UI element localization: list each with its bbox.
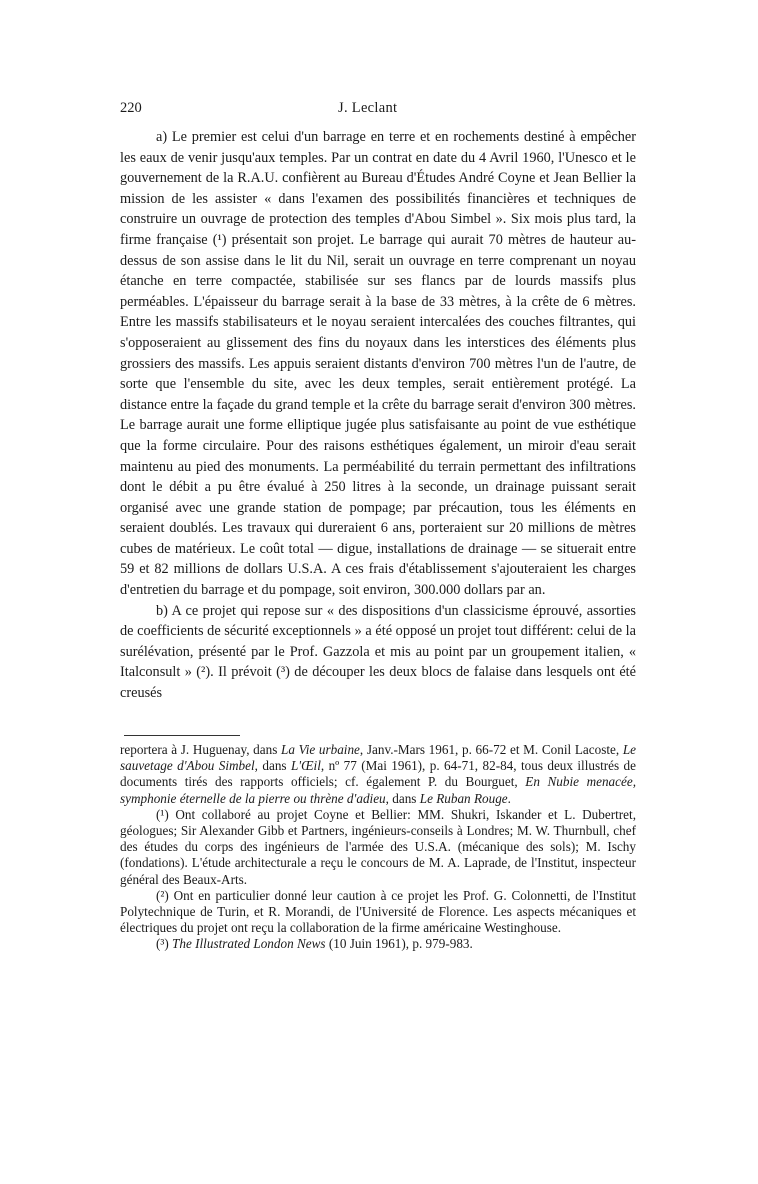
footnote-1: (¹) Ont collaboré au projet Coyne et Bellier: MM. Shukri, Iskander et L. Dubertret, géologues; Sir Alexander Gibb et Partners, ingénieurs-conseils à Londres; M. W. Thurnbull, chef des études du corps des ingénieurs de l'armée des U.S.A. (mécanique des sols); M. Ischy (fondations). L'étude architecturale a reçu le concours de M. A. Laprade, de l'Institut, inspecteur général des Beaux-Arts. [120,806,636,887]
footnote-title: Le sauvetage d'Abou Simbel [120,742,637,774]
running-head: J. Leclant [338,100,398,116]
page-header [120,100,636,122]
footnote-continuation [120,742,636,807]
footnote-text: , Janv.-Mars 1961, p. 66-72 et M. Conil Lacoste, [359,742,623,757]
page-number: 220 [120,100,142,116]
footnote-text: , nº 77 (Mai 1961), p. 64-71, 82-84, tous deux illustrés de documents tirés des rapports officiels; cf. également P. du Bourguet, [120,758,636,790]
footnote-text: , dans [254,758,291,774]
footnote-3 [120,936,636,952]
footnote-separator [124,735,240,736]
footnote-title: L'Œil [290,758,321,774]
footnote-title: La Vie urbaine [281,742,360,757]
footnote-title: The Illustrated London News [172,936,326,952]
footnote-title: Le Ruban Rouge [419,790,508,806]
footnote-text: (10 Juin 1961), p. 979-983. [325,936,473,952]
footnote-title: En Nubie menacée, symphonie éternelle de la pierre ou thrène d'adieu [120,774,636,806]
footnote-text: . [507,790,511,806]
footnote-text: , dans [385,790,420,806]
main-text [120,127,636,704]
footnote-2: (²) Ont en particulier donné leur caution à ce projet les Prof. G. Colonnetti, de l'Institut Polytechnique de Turin, et R. Morandi, de l'Université de Florence. Les aspects mécaniques et électriques du projet ont reçu la collaboration de la firme américaine Westinghouse. [120,887,636,936]
footnote-text: reportera à J. Huguenay, dans [120,742,282,757]
paragraph-a: a) Le premier est celui d'un barrage en terre et en rochements destiné à empêcher les eaux de venir jusqu'aux temples. Par un contrat en date du 4 Avril 1960, l'Unesco et le gouvernement de la R.A.U. confièrent au Bureau d'Études André Coyne et Jean Bellier la mission de les assister « dans l'examen des possibilités financières et techniques de construire un ouvrage de protection des temples d'Abou Simbel ». Six mois plus tard, la firme française (¹) présentait son projet. Le barrage qui aurait 70 mètres de hauteur au-dessus de son assise dans le lit du Nil, serait un ouvrage en terre comprenant un noyau étanche en terre compactée, stabilisée sur ses flancs par de lourds massifs plus perméables. L'épaisseur du barrage serait à la base de 33 mètres, à la crête de 6 mètres. Entre les massifs stabilisateurs et le noyau seraient intercalées des couches filtrantes, qui s'opposeraient au glissement des fins du noyaux dans les interstices des éléments plus grossiers des massifs. Les appuis seraient distants d'environ 700 mètres l'un de l'autre, de sorte que l'ensemble du site, avec les deux temples, serait entièrement protégé. La distance entre la façade du grand temple et la crête du barrage serait d'environ 300 mètres. Le barrage aurait une forme elliptique jugée plus satisfaisante au point de vue esthétique que la forme circulaire. Pour des raisons esthétiques également, un miroir d'eau serait maintenu au pied des monuments. La perméabilité du terrain permettant des infiltrations dont le débit a pu être évalué à 250 litres à la seconde, un drainage puissant serait organisé avec une grande station de pompage; par précaution, tous les éléments en seraient doublés. Les travaux qui dureraient 6 ans, porteraient sur 20 millions de mètres cubes de matérieux. Le coût total — digue, installations de drainage — se situerait entre 59 et 82 millions de dollars U.S.A. A ces frais d'établissement s'ajouteraient les charges d'entretien du barrage et du pompage, soit environ, 300.000 dollars par an. [120,129,636,599]
footnotes [120,742,636,953]
footnote-number: (³) [156,936,173,952]
paragraph-b: b) A ce projet qui repose sur « des dispositions d'un classicisme éprouvé, assorties de coefficients de sécurité exceptionnels » a été opposé un projet tout différent: celui de la surélévation, présenté par le Prof. Gazzola et mis au point par un groupement italien, « Italconsult » (²). Il prévoit (³) de découper les deux blocs de falaise dans lesquels ont été creusés [120,602,636,702]
